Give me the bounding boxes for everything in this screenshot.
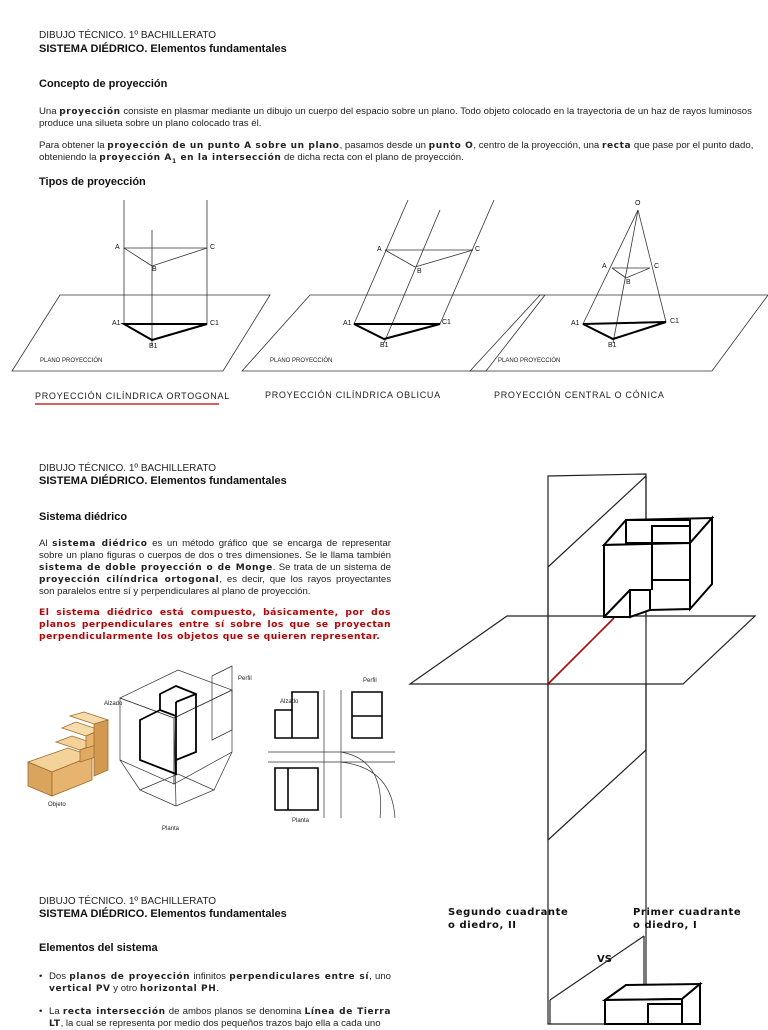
section-title: Elementos del sistema <box>39 942 158 954</box>
paragraph-proyeccion: Una proyección consiste en plasmar mediante un dibujo un cuerpo del espacio sobre un plano. Todo objeto colocado en la trayectoria de un haz de rayos luminosos produce una silueta sobre un plano colocado tras él. <box>39 106 752 129</box>
paragraph-sistema: Al sistema diédrico es un método gráfico que se encarga de representar sobre un plano figuras o cuerpos de dos o tres dimensiones. Se le llama también sistema de doble proyección o de Monge. Se trata de un sistema de proyección cilíndrica ortogonal, es decir, que los rayos proyectantes son paralelos entre sí y perpendiculares al plano de proyección. <box>39 538 391 597</box>
label-planta: Planta <box>162 826 180 832</box>
label-b: B <box>626 279 631 286</box>
label-c1: C1 <box>442 319 451 326</box>
label-objeto: Objeto <box>48 802 66 808</box>
caption-ortogonal: PROYECCIÓN CILÍNDRICA ORTOGONAL <box>35 391 230 401</box>
label-a: A <box>377 246 382 253</box>
course-header: DIBUJO TÉCNICO. 1º BACHILLERATO <box>39 896 217 907</box>
plane-label: PLANO PROYECCIÓN <box>270 358 333 364</box>
label-c: C <box>475 246 481 253</box>
label-a1: A1 <box>112 320 121 327</box>
label-b: B <box>152 266 157 273</box>
red-highlight-text: El sistema diédrico está compuesto, básicamente, por dos planos perpendiculares entre sí sobre los que se proyectan perpendicularmente los objetos que se quieren representar. <box>39 607 391 642</box>
label-c1: C1 <box>670 318 679 325</box>
quadrant-2-label: Segundo cuadrante o diedro, II <box>448 907 569 931</box>
label-o: O <box>635 200 641 207</box>
section-title: Sistema diédrico <box>39 511 128 523</box>
label-alzado: Alzado <box>104 701 123 707</box>
label-planta: Planta <box>292 818 310 824</box>
label-perfil: Perfil <box>238 676 252 682</box>
plane-label: PLANO PROYECCIÓN <box>498 358 561 364</box>
page-title: SISTEMA DIÉDRICO. Elementos fundamentales <box>39 43 287 55</box>
label-a1: A1 <box>571 320 580 327</box>
bullet-linea-tierra: • La recta intersección de ambos planos se denomina Línea de Tierra LT, la cual se representa por medio dos pequeños trazos bajo ella a cada uno <box>39 1006 391 1029</box>
label-perfil: Perfil <box>363 678 377 684</box>
vs-label: VS <box>597 954 612 965</box>
course-header: DIBUJO TÉCNICO. 1º BACHILLERATO <box>39 30 217 41</box>
caption-oblicua: PROYECCIÓN CILÍNDRICA OBLICUA <box>265 390 441 400</box>
page-title: SISTEMA DIÉDRICO. Elementos fundamentales <box>39 908 287 920</box>
label-a1: A1 <box>343 320 352 327</box>
course-header: DIBUJO TÉCNICO. 1º BACHILLERATO <box>39 463 217 474</box>
caption-conica: PROYECCIÓN CENTRAL O CÓNICA <box>494 390 665 400</box>
label-a: A <box>602 263 607 270</box>
label-b1: B1 <box>149 343 158 350</box>
plane-label: PLANO PROYECCIÓN <box>40 358 103 364</box>
label-a: A <box>115 244 120 251</box>
label-c: C <box>654 263 660 270</box>
label-b: B <box>417 268 422 275</box>
bullet-planos: • Dos planos de proyección infinitos perpendiculares entre sí, uno vertical PV y otro horizontal PH. <box>39 971 391 994</box>
label-b1: B1 <box>380 342 389 349</box>
label-b1: B1 <box>608 342 617 349</box>
label-alzado: Alzado <box>280 699 299 705</box>
types-title: Tipos de proyección <box>39 176 146 188</box>
page-title: SISTEMA DIÉDRICO. Elementos fundamentales <box>39 475 287 487</box>
label-c1: C1 <box>210 320 219 327</box>
section-title: Concepto de proyección <box>39 78 168 90</box>
label-c: C <box>210 244 216 251</box>
paragraph-punto: Para obtener la proyección de un punto A sobre un plano, pasamos desde un punto O, centro de la proyección, una recta que pase por el punto dado, obteniendo la proyección $A_1$ en la intersección de dicha recta con el plano de proyección. <box>39 140 754 165</box>
quadrant-1-label: Primer cuadrante o diedro, I <box>633 907 742 931</box>
